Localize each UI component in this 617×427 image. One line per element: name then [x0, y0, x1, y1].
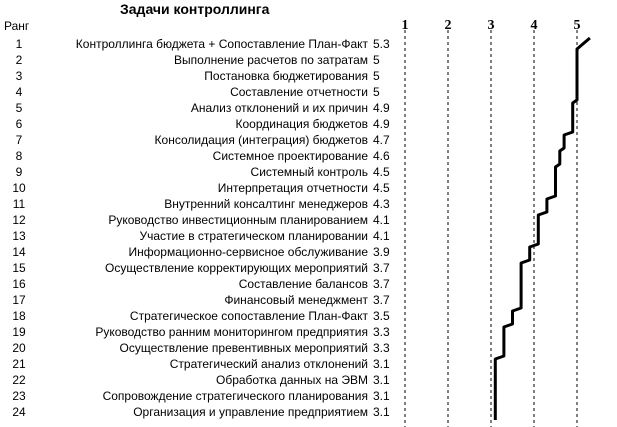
x-tick-label: 3	[487, 18, 495, 33]
task-label: Осуществление превентивных мероприятий	[119, 341, 368, 355]
value-label: 3.1	[373, 373, 390, 387]
task-label: Составление отчетности	[230, 85, 368, 99]
value-label: 3.7	[373, 277, 390, 291]
rank-cell: 11	[12, 197, 26, 211]
task-label: Руководство инвестиционным планированием	[108, 213, 368, 227]
task-label: Интерпретация отчетности	[217, 181, 368, 195]
value-label: 4.1	[373, 229, 390, 243]
chart-title: Задачи контроллинга	[120, 1, 270, 17]
rank-cell: 1	[15, 37, 23, 51]
rank-cell: 9	[15, 165, 23, 179]
value-label: 3.3	[373, 341, 390, 355]
rank-cell: 20	[12, 341, 26, 355]
value-label: 3.1	[373, 357, 390, 371]
rank-column-header: Ранг	[4, 19, 30, 33]
task-label: Выполнение расчетов по затратам	[174, 53, 368, 67]
value-label: 3.5	[373, 309, 390, 323]
rank-cell: 16	[12, 277, 26, 291]
value-label: 3.9	[373, 245, 390, 259]
rank-cell: 24	[12, 405, 26, 419]
x-tick-label: 4	[530, 18, 538, 33]
value-label: 4.5	[373, 165, 390, 179]
value-label: 5.3	[373, 37, 390, 51]
rank-cell: 6	[15, 117, 23, 131]
task-label: Консолидация (интеграция) бюджетов	[154, 133, 368, 147]
value-label: 5	[373, 69, 380, 83]
task-label: Стратегическое сопоставление План-Факт	[129, 309, 368, 323]
task-label: Руководство ранним мониторингом предприятия	[95, 325, 368, 339]
task-label: Организация и управление предприятием	[133, 405, 368, 419]
task-label: Внутренний консалтинг менеджеров	[164, 197, 368, 211]
task-label: Участие в стратегическом планировании	[139, 229, 368, 243]
value-label: 3.1	[373, 389, 390, 403]
rank-cell: 8	[15, 149, 23, 163]
value-label: 5	[373, 53, 380, 67]
x-tick-label: 1	[401, 18, 409, 33]
value-label: 3.3	[373, 325, 390, 339]
series-layer	[495, 38, 590, 420]
rank-cell: 14	[12, 245, 26, 259]
rank-cell: 13	[12, 229, 26, 243]
value-label: 5	[373, 85, 380, 99]
task-label: Информационно-сервисное обслуживание	[128, 245, 368, 259]
task-label: Системный контроль	[250, 165, 368, 179]
rank-cell: 7	[15, 133, 23, 147]
rank-cell: 22	[12, 373, 26, 387]
x-tick-label: 5	[573, 18, 581, 33]
task-label: Обработка данных на ЭВМ	[215, 373, 368, 387]
rank-cell: 12	[12, 213, 26, 227]
value-label: 4.1	[373, 213, 390, 227]
task-label: Анализ отклонений и их причин	[190, 101, 368, 115]
rank-cell: 15	[12, 261, 26, 275]
rank-cell: 10	[12, 181, 26, 195]
x-axis-ticks	[402, 18, 617, 33]
rank-cell: 3	[15, 69, 23, 83]
task-label: Координация бюджетов	[235, 117, 368, 131]
task-label: Стратегический анализ отклонений	[169, 357, 368, 371]
task-label: Системное проектирование	[212, 149, 368, 163]
task-label: Осуществление корректирующих мероприятий	[104, 261, 368, 275]
x-tick-label: 2	[444, 18, 452, 33]
value-label: 4.9	[373, 117, 390, 131]
rank-cell: 2	[15, 53, 23, 67]
value-label: 4.6	[373, 149, 390, 163]
rank-cell: 4	[15, 85, 23, 99]
rank-cell: 18	[12, 309, 26, 323]
task-label: Финансовый менеджмент	[224, 293, 368, 307]
value-label: 4.7	[373, 133, 390, 147]
task-label: Сопровождение стратегического планирования	[102, 389, 368, 403]
rank-cell: 23	[12, 389, 26, 403]
value-label: 4.5	[373, 181, 390, 195]
rank-cell: 19	[12, 325, 26, 339]
task-label: Составление балансов	[238, 277, 368, 291]
grid	[405, 30, 577, 427]
rank-cell: 21	[12, 357, 26, 371]
value-label: 3.7	[373, 261, 390, 275]
rating-profile-line	[495, 38, 590, 420]
rank-cell: 5	[15, 101, 23, 115]
value-label: 4.9	[373, 101, 390, 115]
task-label: Постановка бюджетирования	[204, 69, 368, 83]
value-label: 4.3	[373, 197, 390, 211]
task-label: Контроллинга бюджета + Сопоставление План-Факт	[75, 37, 368, 51]
rank-cell: 17	[12, 293, 26, 307]
value-label: 3.7	[373, 293, 390, 307]
value-label: 3.1	[373, 405, 390, 419]
